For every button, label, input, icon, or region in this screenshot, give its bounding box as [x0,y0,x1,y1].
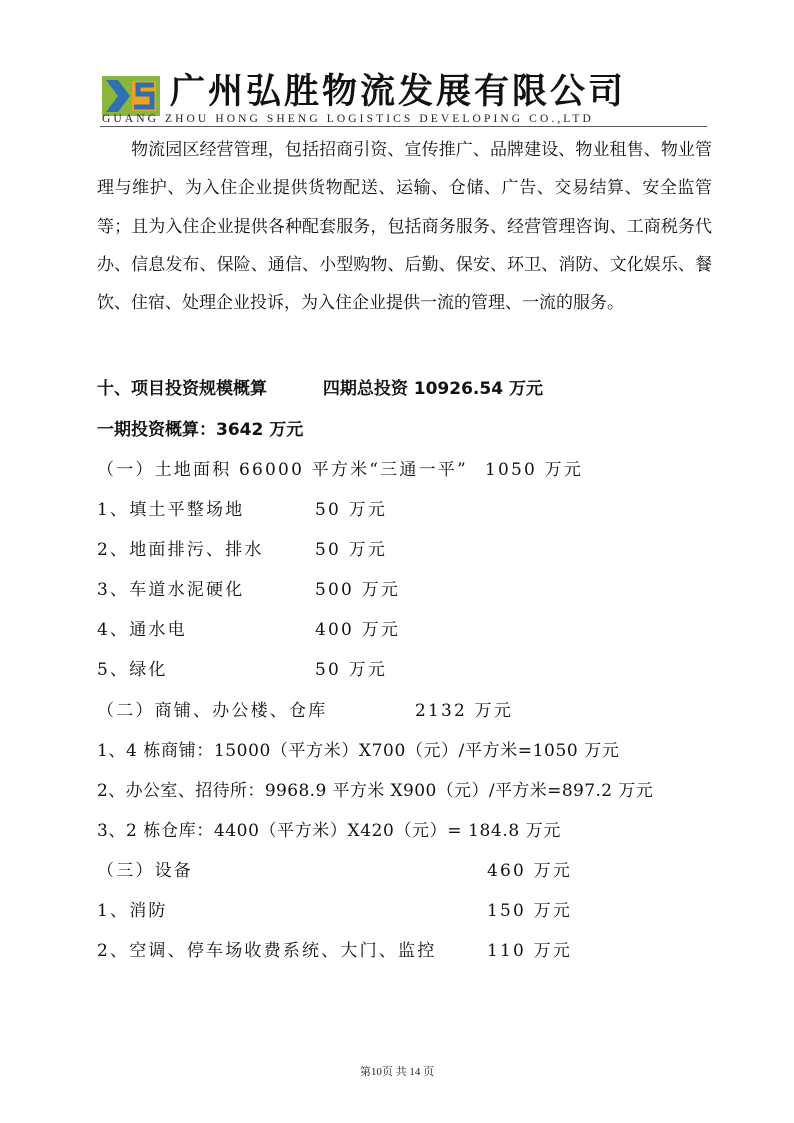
part-one-amount: 1050 万元 [485,460,584,480]
part-one-item-amount: 50 万元 [315,500,388,520]
part-two-title: （二）商铺、办公楼、仓库 [97,701,328,721]
part-one-title: （一）土地面积 66000 平方米“三通一平” [97,460,468,480]
part-two-item: 3、2 栋仓库：4400（平方米）X420（元）= 184.8 万元 [97,821,561,841]
header-divider [100,126,707,127]
section-ten-heading [97,377,543,401]
part-one-item-amount: 500 万元 [315,580,401,600]
part-one-item-amount: 50 万元 [315,660,388,680]
section-ten-title: 十、项目投资规模概算 [97,379,267,399]
intro-paragraph-text: 物流园区经营管理，包括招商引资、宣传推广、品牌建设、物业租售、物业管理与维护、为入住企业提供货物配送、运输、仓储、广告、交易结算、安全监管等；且为入住企业提供各种配套服务，包括商务服务、经营管理咨询、工商税务代办、信息发布、保险、通信、小型购物、后勤、保安、环卫、消防、文化娱乐、餐饮、住宿、处理企业投诉，为入住企业提供一流的管理、一流的服务。 [97,140,712,314]
document-header [100,70,707,126]
phase-one-heading: 一期投资概算：3642 万元 [97,420,304,440]
part-one-item: 2、地面排污、排水 [97,540,264,560]
part-one-item-amount: 50 万元 [315,540,388,560]
company-name-cn: 广州弘胜物流发展有限公司 [170,72,627,112]
part-three-item-amount: 150 万元 [487,901,573,921]
part-one-item: 5、绿化 [97,660,168,680]
part-one-item-amount: 400 万元 [315,620,401,640]
part-three-amount: 460 万元 [487,861,573,881]
company-logo [102,76,160,116]
part-one-item: 3、车道水泥硬化 [97,580,245,600]
part-two-item: 2、办公室、招待所：9968.9 平方米 X900（元）/平方米=897.2 万元 [97,781,654,801]
part-three-item-amount: 110 万元 [487,941,573,961]
company-name-en: GUANG ZHOU HONG SHENG LOGISTICS DEVELOPING CO.,LTD [102,113,594,125]
part-three-title: （三）设备 [97,861,193,881]
part-three-item: 2、空调、停车场收费系统、大门、监控 [97,941,437,961]
part-three-item: 1、消防 [97,901,168,921]
section-ten-total: 四期总投资 10926.54 万元 [322,379,543,399]
intro-paragraph [97,131,712,322]
page-footer: 第10页 共 14 页 [359,1066,435,1078]
part-two-item: 1、4 栋商铺：15000（平方米）X700（元）/平方米=1050 万元 [97,741,620,761]
part-one-item: 1、填土平整场地 [97,500,245,520]
part-two-amount: 2132 万元 [415,701,514,721]
part-one-item: 4、通水电 [97,620,187,640]
